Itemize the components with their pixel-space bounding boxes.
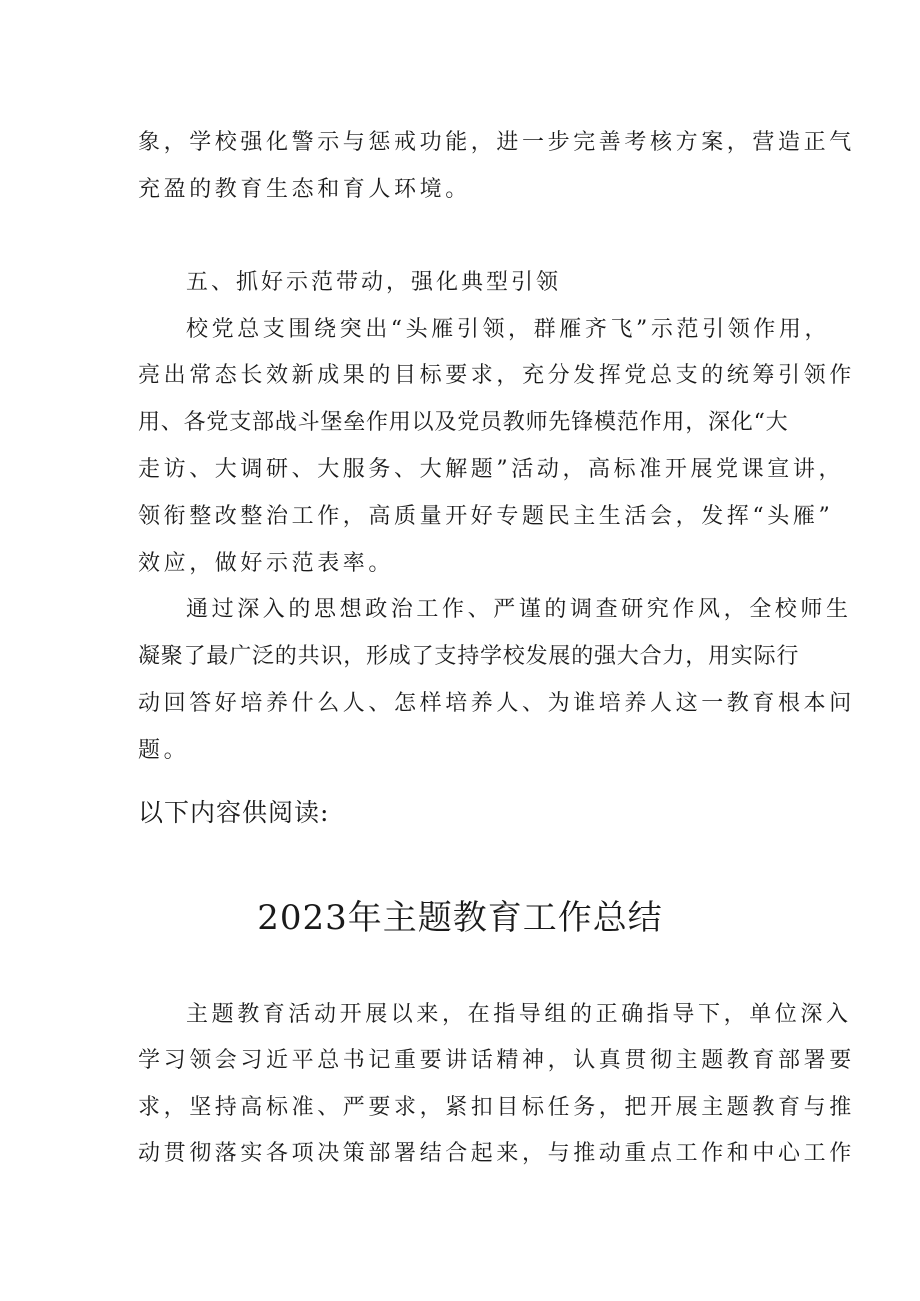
- document-title: 2023年主题教育工作总结: [257, 898, 663, 938]
- text-line: 象，学校强化警示与惩戒功能，进一步完善考核方案，营造正气: [138, 130, 855, 155]
- text-line: 求，坚持高标准、严要求，紧扣目标任务，把开展主题教育与推: [138, 1095, 855, 1120]
- text-line: 主题教育活动开展以来，在指导组的正确指导下，单位深入: [186, 1002, 852, 1027]
- text-line: 学习领会习近平总书记重要讲话精神，认真贯彻主题教育部署要: [138, 1048, 855, 1073]
- text-line: 凝聚了最广泛的共识，形成了支持学校发展的强大合力，用实际行: [138, 644, 800, 669]
- text-line: 走访、大调研、大服务、大解题”活动，高标准开展党课宣讲，: [138, 457, 845, 482]
- section-heading: 五、抓好示范带动，强化典型引领: [186, 270, 562, 295]
- text-line: 效应，做好示范表率。: [138, 551, 395, 576]
- text-line: 题。: [138, 738, 190, 763]
- text-line: 亮出常态长效新成果的目标要求，充分发挥党总支的统筹引领作: [138, 363, 855, 388]
- text-line: 充盈的教育生态和育人环境。: [138, 177, 471, 202]
- text-line: 通过深入的思想政治工作、严谨的调查研究作风，全校师生: [186, 597, 852, 622]
- text-line: 动回答好培养什么人、怎样培养人、为谁培养人这一教育根本问: [138, 691, 855, 716]
- reading-label: 以下内容供阅读:: [138, 798, 330, 827]
- text-line: 校党总支围绕突出“头雁引领，群雁齐飞”示范引领作用，: [186, 317, 831, 342]
- text-line: 领衔整改整治工作，高质量开好专题民主生活会，发挥“头雁”: [138, 504, 834, 529]
- text-line: 用、各党支部战斗堡垒作用以及党员教师先锋模范作用，深化“大: [138, 410, 789, 435]
- text-line: 动贯彻落实各项决策部署结合起来，与推动重点工作和中心工作: [138, 1141, 855, 1166]
